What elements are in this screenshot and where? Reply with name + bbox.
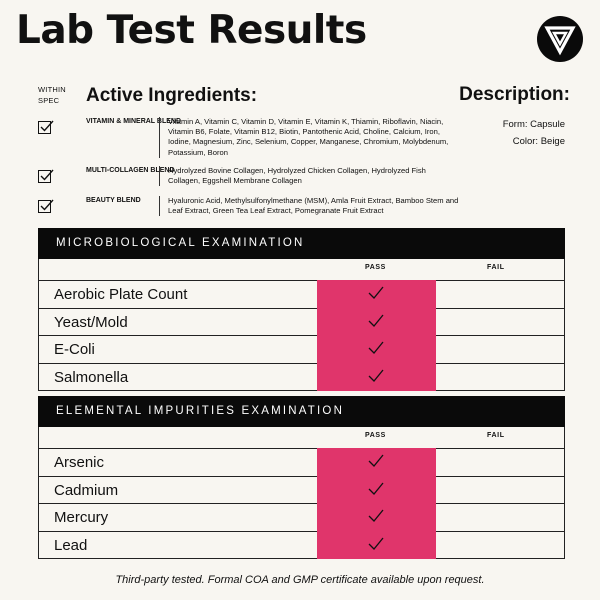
pass-column-header: PASS: [365, 264, 386, 271]
checkmark-icon: [368, 286, 384, 300]
checkbox-checked-icon: [38, 168, 54, 184]
active-ingredients-heading: Active Ingredients:: [86, 85, 258, 106]
checkmark-icon: [368, 314, 384, 328]
test-name: Cadmium: [54, 481, 119, 499]
checkbox-checked-icon: [38, 119, 54, 135]
results-table: [38, 448, 565, 559]
ingredient-description: Hyaluronic Acid, Methylsulfonylmethane (MSM), Amla Fruit Extract, Bamboo Stem and Leaf Extract, Green Tea Leaf Extract, Pomegranate Fruit Extract: [159, 196, 459, 216]
checkmark-icon: [368, 454, 384, 468]
footer-note: Third-party tested. Formal COA and GMP certificate available upon request.: [115, 574, 485, 586]
within-spec-heading: WITHIN SPEC: [38, 85, 66, 105]
description-heading: Description:: [459, 84, 570, 105]
test-name: Mercury: [54, 509, 109, 526]
test-name: Salmonella: [54, 368, 129, 386]
table-row: [38, 504, 565, 532]
ingredient-name: MULTI-COLLAGEN BLEND: [86, 167, 175, 174]
description-form: Form: Capsule: [502, 119, 565, 130]
description-color: Color: Beige: [512, 136, 565, 147]
results-table: [38, 280, 565, 391]
ingredient-name: VITAMIN & MINERAL BLEND: [86, 118, 182, 125]
pass-cell: [317, 363, 436, 392]
table-row: [38, 281, 565, 309]
pass-cell: [317, 448, 436, 477]
test-name: E-Coli: [54, 341, 95, 358]
pass-cell: [317, 335, 436, 364]
ingredient-description: Hydrolyzed Bovine Collagen, Hydrolyzed Chicken Collagen, Hydrolyzed Fish Collagen, Eggshell Membrane Collagen: [159, 166, 459, 186]
elemental-impurities-section: [38, 396, 565, 559]
column-headers: [38, 259, 565, 280]
v-triangle-logo-icon: [537, 16, 583, 62]
table-row: [38, 532, 565, 560]
test-name: Yeast/Mold: [54, 313, 128, 331]
checkmark-icon: [368, 341, 384, 355]
pass-cell: [317, 308, 436, 337]
checkmark-icon: [368, 482, 384, 496]
pass-cell: [317, 531, 436, 560]
table-row: [38, 477, 565, 505]
table-row: [38, 336, 565, 364]
test-name: Lead: [54, 536, 88, 554]
page-title: Lab Test Results: [16, 8, 367, 53]
checkmark-icon: [368, 369, 384, 383]
ingredient-name: BEAUTY BLEND: [86, 197, 141, 204]
ingredient-description: Vitamin A, Vitamin C, Vitamin D, Vitamin E, Vitamin K, Thiamin, Riboflavin, Niacin, Vitamin B6, Folate, Vitamin B12, Biotin, Pantothenic Acid, Choline, Calcium, Iron, Iodine, Magnesium, Zinc, Selenium, Copper, Manganese, Chromium, Molybdenum, Potassium, Boron: [159, 117, 459, 158]
fail-column-header: FAIL: [487, 432, 505, 439]
section-heading: ELEMENTAL IMPURITIES EXAMINATION: [38, 396, 565, 427]
test-name: Aerobic Plate Count: [54, 286, 188, 303]
pass-cell: [317, 476, 436, 505]
column-headers: [38, 427, 565, 448]
table-row: [38, 309, 565, 337]
pass-cell: [317, 280, 436, 309]
fail-column-header: FAIL: [487, 264, 505, 271]
checkmark-icon: [368, 509, 384, 523]
checkmark-icon: [368, 537, 384, 551]
section-heading: MICROBIOLOGICAL EXAMINATION: [38, 228, 565, 259]
microbiological-section: [38, 228, 565, 391]
pass-cell: [317, 503, 436, 532]
test-name: Arsenic: [54, 454, 105, 471]
pass-column-header: PASS: [365, 432, 386, 439]
table-row: [38, 364, 565, 392]
checkbox-checked-icon: [38, 198, 54, 214]
table-row: [38, 449, 565, 477]
